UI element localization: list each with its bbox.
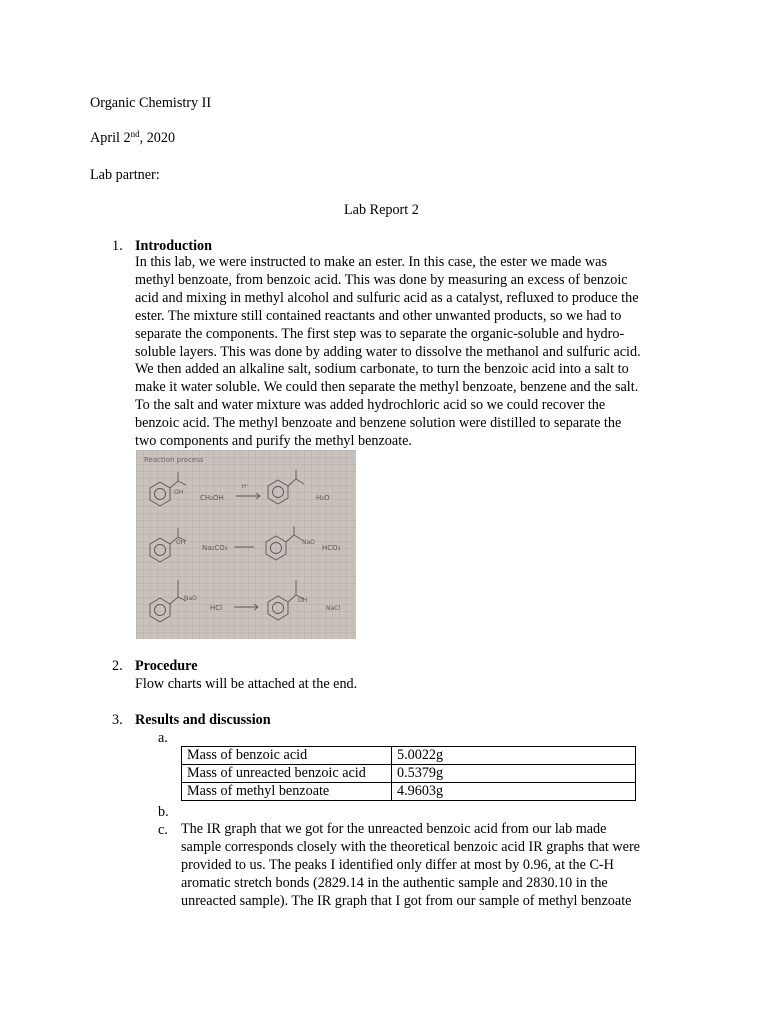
carboxylate-bond-icon [286, 535, 302, 542]
paragraph-line: ester. The mixture still contained reactants and other unwanted products, so we had to [135, 307, 622, 324]
reaction-drawing [136, 450, 356, 639]
paragraph-line: unreacted sample). The IR graph that I got from our sample of methyl benzoate [181, 892, 632, 909]
date-suffix: , 2020 [139, 130, 176, 146]
results-table [181, 746, 636, 801]
subitem-label-b: b. [158, 804, 169, 820]
reaction-scheme-photo [136, 450, 356, 639]
rxn3-product: NaCl [326, 605, 341, 612]
rxn3-reagent: HCl [210, 604, 223, 612]
section-number: 2. [112, 658, 123, 674]
section-number: 1. [112, 238, 123, 254]
paragraph-line: separate the components. The first step was to separate the organic-soluble and hydro- [135, 325, 625, 342]
paragraph-line: soluble layers. This was done by adding water to dissolve the methanol and sulfuric acid. [135, 343, 641, 360]
rxn1-product: H₂O [316, 494, 330, 502]
course-name: Organic Chemistry II [90, 95, 212, 111]
section-number: 3. [112, 712, 123, 728]
carboxyl-bond-icon [170, 481, 186, 488]
subitem-label-a: a. [158, 730, 168, 746]
rxn1-catalyst: H⁺ [242, 484, 249, 490]
introduction-paragraph [135, 254, 675, 451]
subitem-label-c: c. [158, 822, 168, 838]
rxn1-reagent: CH₃OH [200, 494, 224, 502]
lab-partner-label: Lab partner: [90, 167, 160, 183]
benzene-ring-icon [268, 480, 288, 504]
table-row [182, 783, 636, 801]
table-cell: Mass of benzoic acid [182, 747, 392, 765]
section-heading-results: Results and discussion [135, 712, 271, 728]
paragraph-line: make it water soluble. We could then separate the methyl benzoate, benzene and the salt. [135, 379, 639, 396]
aromatic-circle-icon [155, 545, 166, 556]
table-row [182, 747, 636, 765]
aromatic-circle-icon [273, 487, 284, 498]
date-superscript: nd [130, 129, 140, 139]
benzene-ring-icon [266, 536, 286, 560]
report-date [90, 129, 175, 147]
table-cell: 4.9603g [392, 783, 636, 801]
paragraph-line: provided to us. The peaks I identified only differ at most by 0.96, at the C-H [181, 856, 614, 873]
rxn2-product: HCO₃ [322, 544, 341, 552]
aromatic-circle-icon [155, 605, 166, 616]
ester-bond-icon [288, 479, 304, 486]
section-heading-procedure: Procedure [135, 658, 198, 674]
rxn2-group: OH [176, 539, 186, 546]
benzene-ring-icon [150, 598, 170, 622]
benzene-ring-icon [150, 538, 170, 562]
paragraph-line: The IR graph that we got for the unreacted benzoic acid from our lab made [181, 821, 607, 837]
paragraph-line: methyl benzoate, from benzoic acid. This was done by measuring an excess of benzoic [135, 271, 628, 288]
paragraph-line: aromatic stretch bonds (2829.14 in the authentic sample and 2830.10 in the [181, 874, 608, 891]
rxn2-salt: NaO [302, 539, 315, 546]
table-cell: Mass of methyl benzoate [182, 783, 392, 801]
paragraph-line: We then added an alkaline salt, sodium carbonate, to turn the benzoic acid into a salt to [135, 361, 629, 378]
section-heading-introduction: Introduction [135, 238, 212, 254]
page-title: Lab Report 2 [344, 202, 419, 218]
aromatic-circle-icon [155, 489, 166, 500]
photo-caption: Reaction process [144, 456, 204, 464]
rxn1-group: OH [174, 489, 184, 496]
paragraph-line: acid and mixing in methyl alcohol and sulfuric acid as a catalyst, refluxed to produce the [135, 289, 639, 306]
procedure-text: Flow charts will be attached at the end. [135, 676, 358, 692]
rxn2-reagent: Na₂CO₃ [202, 544, 228, 552]
benzene-ring-icon [150, 482, 170, 506]
paragraph-line: To the salt and water mixture was added hydrochloric acid so we could recover the [135, 397, 606, 414]
table-cell: 0.5379g [392, 765, 636, 783]
paragraph-line: two components and purify the methyl benzoate. [135, 433, 412, 450]
paragraph-line: benzoic acid. The methyl benzoate and benzene solution were distilled to separate the [135, 415, 622, 432]
discussion-paragraph [181, 821, 681, 911]
date-prefix: April 2 [90, 130, 131, 146]
paragraph-line: In this lab, we were instructed to make an ester. In this case, the ester we made was [135, 254, 607, 270]
rxn3-salt: NaO [184, 595, 197, 602]
paragraph-line: sample corresponds closely with the theoretical benzoic acid IR graphs that were [181, 838, 640, 855]
table-cell: 5.0022g [392, 747, 636, 765]
table-cell: Mass of unreacted benzoic acid [182, 765, 392, 783]
benzene-ring-icon [268, 596, 288, 620]
aromatic-circle-icon [273, 603, 284, 614]
rxn3-group: OH [298, 597, 308, 604]
table-row [182, 765, 636, 783]
aromatic-circle-icon [271, 543, 282, 554]
